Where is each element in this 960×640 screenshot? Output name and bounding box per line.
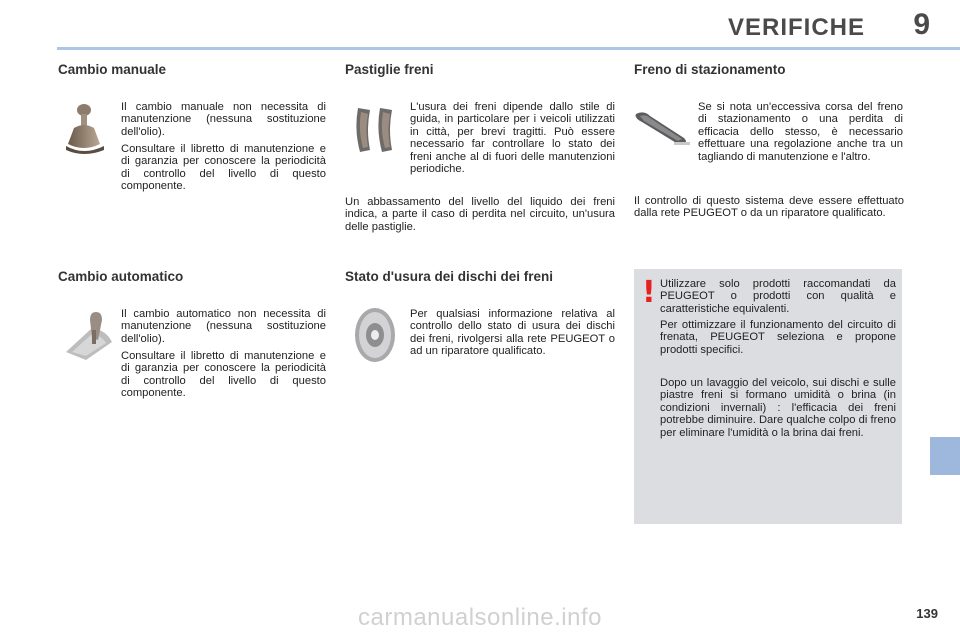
pads-paragraph-1: L'usura dei freni dipende dallo stile di guida, in particolare per i veicoli utilizzati in città, per brevi tragitti. Può essere necessario far controllare lo stato dei freni anche al di fuori delle manutenzioni periodiche. [410, 101, 615, 176]
manual-gearstick-icon [62, 102, 108, 159]
pads-paragraph-2: Un abbassamento del livello del liquido dei freni indica, a parte il caso di perdita nel circuito, un'usura delle pastiglie. [345, 196, 615, 233]
section-title-parking: Freno di stazionamento [634, 62, 786, 77]
chapter-title: VERIFICHE [727, 14, 865, 41]
header-divider [57, 47, 960, 50]
handbrake-lever-icon [634, 108, 692, 153]
section-title-discs: Stato d'usura dei dischi dei freni [345, 269, 553, 284]
manual-paragraph-2: Consultare il libretto di manutenzione e di garanzia per conoscere la periodicità di controllo del livello di questo componente. [121, 143, 326, 193]
brake-pads-icon [350, 102, 404, 161]
warning-paragraph-2: Per ottimizzare il funzionamento del circuito di frenata, PEUGEOT seleziona e propone prodotti specifici. [660, 319, 896, 356]
parking-paragraph-2: Il controllo di questo sistema deve essere effettuato dalla rete PEUGEOT o da un riparatore qualificato. [634, 195, 904, 220]
discs-paragraph-1: Per qualsiasi informazione relativa al controllo dello stato di usura dei dischi dei freni, rivolgersi alla rete PEUGEOT o ad un riparatore qualificato. [410, 308, 615, 358]
chapter-number: 9 [913, 8, 930, 41]
brake-disc-icon [350, 306, 400, 369]
watermark: carmanualsonline.info [358, 604, 602, 631]
chapter-tab [930, 437, 960, 475]
warning-exclamation-icon: ! [642, 275, 656, 310]
pads-paragraph-1-start [410, 101, 615, 175]
page-number: 139 [916, 606, 938, 621]
warning-paragraph-3: Dopo un lavaggio del veicolo, sui dischi e sulle piastre freni si formano umidità o brina (in condizioni invernali) : l'efficacia dei freni potrebbe diminuire. Dare qualche colpo di freno per eliminare l'umidità o la brina dai freni. [660, 377, 896, 439]
warning-paragraph-1: Utilizzare solo prodotti raccomandati da PEUGEOT o prodotti con qualità e caratteristiche equivalenti. [660, 278, 896, 315]
section-title-manual: Cambio manuale [58, 62, 167, 77]
section-title-automatic: Cambio automatico [58, 269, 184, 284]
parking-paragraph-1: Se si nota un'eccessiva corsa del freno di stazionamento o una perdita di efficacia dello stesso, è necessario effettuare una regolazione anche tra un tagliando di manutenzione e l'altro. [698, 101, 903, 163]
section-title-pads: Pastiglie freni [345, 62, 434, 77]
automatic-gear-selector-icon [62, 308, 116, 367]
automatic-paragraph-1: Il cambio automatico non necessita di manutenzione (nessuna sostituzione dell'olio). [121, 308, 326, 345]
manual-paragraph-1: Il cambio manuale non necessita di manutenzione (nessuna sostituzione dell'olio). [121, 101, 326, 138]
automatic-paragraph-2: Consultare il libretto di manutenzione e di garanzia per conoscere la periodicità di controllo del livello di questo componente. [121, 350, 326, 400]
